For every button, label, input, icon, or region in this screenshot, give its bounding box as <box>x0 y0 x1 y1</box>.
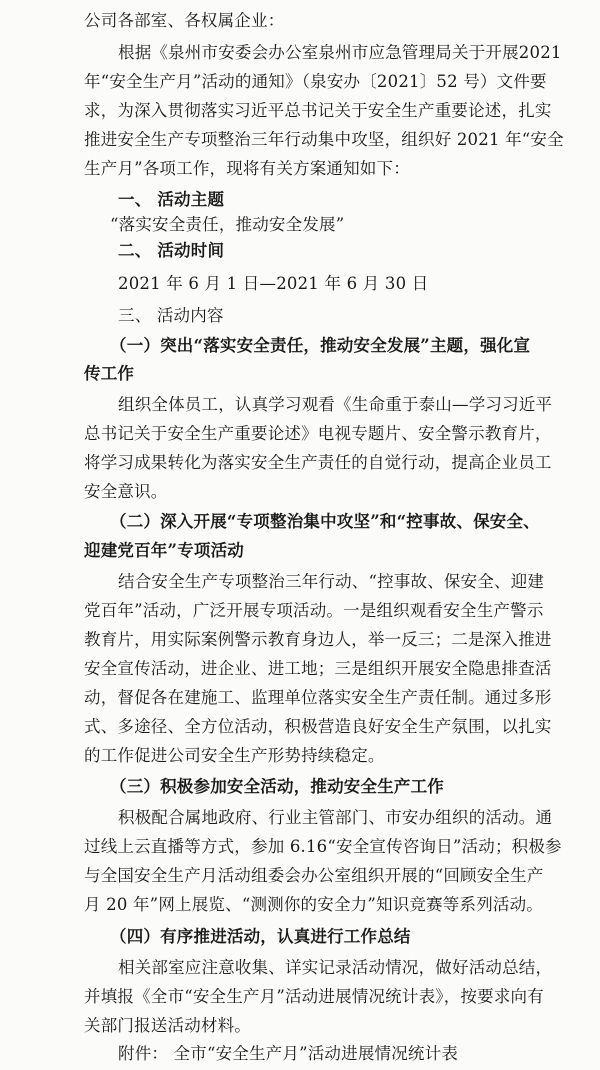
item1-body-line: 总书记关于安全生产重要论述》电视专题片、安全警示教育片， <box>84 424 552 443</box>
attachment-line: 附件： 全市“安全生产月”活动进展情况统计表 <box>118 1044 459 1063</box>
item2-body-line: 党百年”活动，广泛开展专项活动。一是组织观看安全生产警示 <box>84 601 544 620</box>
item1-body-line: 组织全体员工，认真学习观看《生命重于泰山—学习习近平 <box>118 395 553 414</box>
item2-body-line: 结合安全生产专项整治三年行动、“控事故、保安全、迎建 <box>118 572 545 591</box>
item2-heading: 迎建党百年”专项活动 <box>84 541 244 560</box>
item4-body-line: 相关部室应注意收集、详实记录活动情况，做好活动总结， <box>118 958 553 977</box>
section2-text: 2021 年 6 月 1 日—2021 年 6 月 30 日 <box>118 274 429 293</box>
intro-line: 年“安全生产月”活动的通知》（泉安办〔2021〕52 号）文件要 <box>84 72 547 91</box>
item2-body-line: 的工作促进公司安全生产形势持续稳定。 <box>84 746 385 765</box>
item1-body-line: 将学习成果转化为落实安全生产责任的自觉行动，提高企业员工 <box>84 453 552 472</box>
recipient-line: 公司各部室、各权属企业： <box>84 11 285 30</box>
section1-text: “落实安全责任，推动安全发展” <box>110 215 345 234</box>
section1-heading: 一、 活动主题 <box>118 190 225 209</box>
item4-body-line: 关部门报送活动材料。 <box>84 1016 251 1035</box>
item2-heading: （二）深入开展“专项整治集中攻坚”和“控事故、保安全、 <box>110 512 540 531</box>
section3-heading: 三、 活动内容 <box>118 306 224 325</box>
section2-heading: 二、 活动时间 <box>118 241 225 260</box>
item3-body-line: 积极配合属地政府、行业主管部门、市安办组织的活动。通 <box>118 808 553 827</box>
item3-body-line: 月 20 年”网上展览、“测测你的安全力”知识竞赛等系列活动。 <box>84 895 543 914</box>
intro-line: 求，为深入贯彻落实习近平总书记关于安全生产重要论述，扎实 <box>84 101 552 120</box>
item3-body-line: 与全国安全生产月活动组委会办公室组织开展的“回顾安全生产 <box>84 866 544 885</box>
item3-heading: （三）积极参加安全活动，推动安全生产工作 <box>110 777 444 796</box>
intro-line: 根据《泉州市安委会办公室泉州市应急管理局关于开展2021 <box>118 43 562 62</box>
item4-body-line: 并填报《全市“安全生产月”活动进展情况统计表》，按要求向有 <box>84 987 544 1006</box>
item2-body-line: 教育片，用实际案例警示教育身边人，举一反三；二是深入推进 <box>84 630 552 649</box>
item2-body-line: 动，督促各在建施工、监理单位落实安全生产责任制。通过多形 <box>84 688 552 707</box>
item2-body-line: 安全宣传活动，进企业、进工地；三是组织开展安全隐患排查活 <box>84 659 552 678</box>
item3-body-line: 过线上云直播等方式，参加 6.16“安全宣传咨询日”活动；积极参 <box>84 837 562 856</box>
item1-heading: 传工作 <box>84 364 135 383</box>
item1-body-line: 安全意识。 <box>84 482 168 501</box>
item1-heading: （一）突出“落实安全责任，推动安全发展”主题，强化宣 <box>110 336 531 355</box>
item4-heading: （四）有序推进活动，认真进行工作总结 <box>110 927 411 946</box>
item2-body-line: 式、多途径、全方位活动，积极营造良好安全生产氛围，以扎实 <box>84 717 552 736</box>
intro-line: 推进安全生产专项整治三年行动集中攻坚，组织好 2021 年“安全 <box>84 130 564 149</box>
intro-line: 生产月”各项工作，现将有关方案通知如下： <box>84 159 410 178</box>
